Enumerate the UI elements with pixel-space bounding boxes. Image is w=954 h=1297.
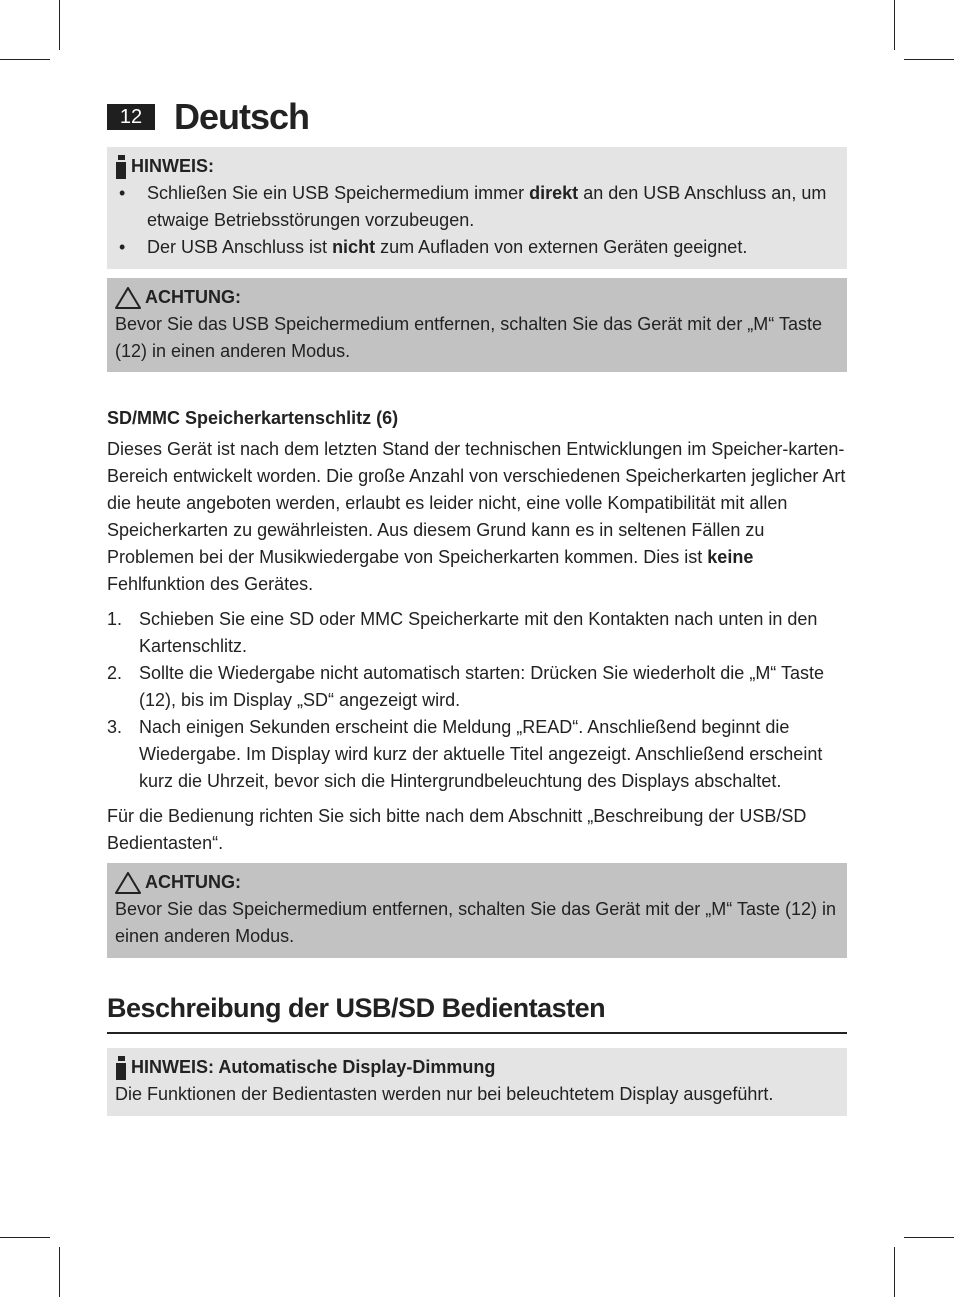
warning-title-text: ACHTUNG:: [145, 872, 241, 892]
text-run: Fehlfunktion des Gerätes.: [107, 574, 314, 594]
step-text: Sollte die Wiedergabe nicht automatisch starten: Drücken Sie wiederholt die „M“ Taste (12), bis im Display „SD“ angezeigt wird.: [139, 663, 825, 710]
list-item: [107, 606, 849, 660]
note-title-text: HINWEIS: Automatische Display-Dimmung: [131, 1057, 496, 1077]
note-box-dimming: [107, 1048, 847, 1116]
warning-box-usb: [107, 278, 847, 372]
crop-mark: [904, 59, 954, 60]
step-text: Nach einigen Sekunden erscheint die Meldung „READ“. Anschließend beginnt die Wiedergabe. Im Display wird kurz der aktuelle Titel angezeigt. Anschließend erscheint kurz die Uhrzeit, bevor sich die Hintergrundbeleuchtung des Displays abschaltet.: [139, 717, 823, 791]
list-item: [107, 660, 849, 714]
list-item: [115, 234, 839, 261]
bold-text: direkt: [529, 183, 579, 203]
crop-mark: [0, 1237, 50, 1238]
crop-mark: [904, 1237, 954, 1238]
text-run: zum Aufladen von externen Geräten geeignet.: [375, 237, 748, 257]
warning-box-sd: [107, 863, 847, 958]
sd-section: [107, 405, 849, 857]
warning-triangle-icon: [115, 287, 141, 309]
crop-mark: [59, 1247, 60, 1297]
crop-mark: [894, 1247, 895, 1297]
list-item: [115, 180, 839, 234]
crop-mark: [0, 59, 50, 60]
warning-title: [115, 284, 839, 311]
warning-triangle-icon: [115, 872, 141, 894]
section-subheading: SD/MMC Speicherkartenschlitz (6): [107, 408, 399, 428]
info-icon: [115, 155, 127, 179]
page-title: Deutsch: [174, 96, 310, 137]
text-run: Dieses Gerät ist nach dem letzten Stand der technischen Entwicklungen im Speicher-karten-Bereich entwickelt worden. Die große Anzahl von verschiedenen Speicherkarten jeglicher Art die heute angeboten werden, erlaubt es leider nicht, eine volle Kompatibilität mit allen Speicherkarten zu gewährleisten. Aus diesem Grund kann es in seltenen Fällen zu Problemen bei der Musikwiedergabe von Speicherkarten kommen. Dies ist: [107, 439, 846, 567]
note-box-usb: [107, 147, 847, 269]
note-list: [115, 180, 839, 261]
list-item: [107, 714, 849, 795]
outro-paragraph: Für die Bedienung richten Sie sich bitte nach dem Abschnitt „Beschreibung der USB/SD Bedientasten“.: [107, 806, 807, 853]
section-heading: Beschreibung der USB/SD Bedientasten: [107, 990, 847, 1034]
crop-mark: [59, 0, 60, 50]
warning-text: Bevor Sie das Speichermedium entfernen, schalten Sie das Gerät mit der „M“ Taste (12) in einen anderen Modus.: [115, 899, 837, 946]
text-run: Der USB Anschluss ist: [147, 237, 333, 257]
warning-title-text: ACHTUNG:: [145, 287, 241, 307]
steps-list: [107, 606, 849, 795]
step-number: 1.: [107, 609, 123, 629]
step-text: Schieben Sie eine SD oder MMC Speicherkarte mit den Kontakten nach unten in den Kartenschlitz.: [139, 609, 818, 656]
bold-text: nicht: [332, 237, 376, 257]
info-icon: [115, 1056, 127, 1080]
note-title: [115, 153, 839, 180]
warning-text: Bevor Sie das USB Speichermedium entfernen, schalten Sie das Gerät mit der „M“ Taste (12) in einen anderen Modus.: [115, 314, 822, 361]
step-number: 2.: [107, 663, 123, 683]
note-text: Die Funktionen der Bedientasten werden nur bei beleuchtetem Display ausgeführt.: [115, 1084, 774, 1104]
step-number: 3.: [107, 717, 123, 737]
intro-paragraph: [107, 436, 849, 598]
page-number: 12: [107, 104, 155, 130]
text-run: an den USB Anschluss an, um etwaige Betriebsstörungen vorzubeugen.: [147, 183, 827, 230]
crop-mark: [894, 0, 895, 50]
note-title-text: HINWEIS:: [131, 156, 214, 176]
text-run: Schließen Sie ein USB Speichermedium immer: [147, 183, 530, 203]
note-title: [115, 1054, 839, 1081]
bold-text: keine: [707, 547, 754, 567]
warning-title: [115, 869, 839, 896]
